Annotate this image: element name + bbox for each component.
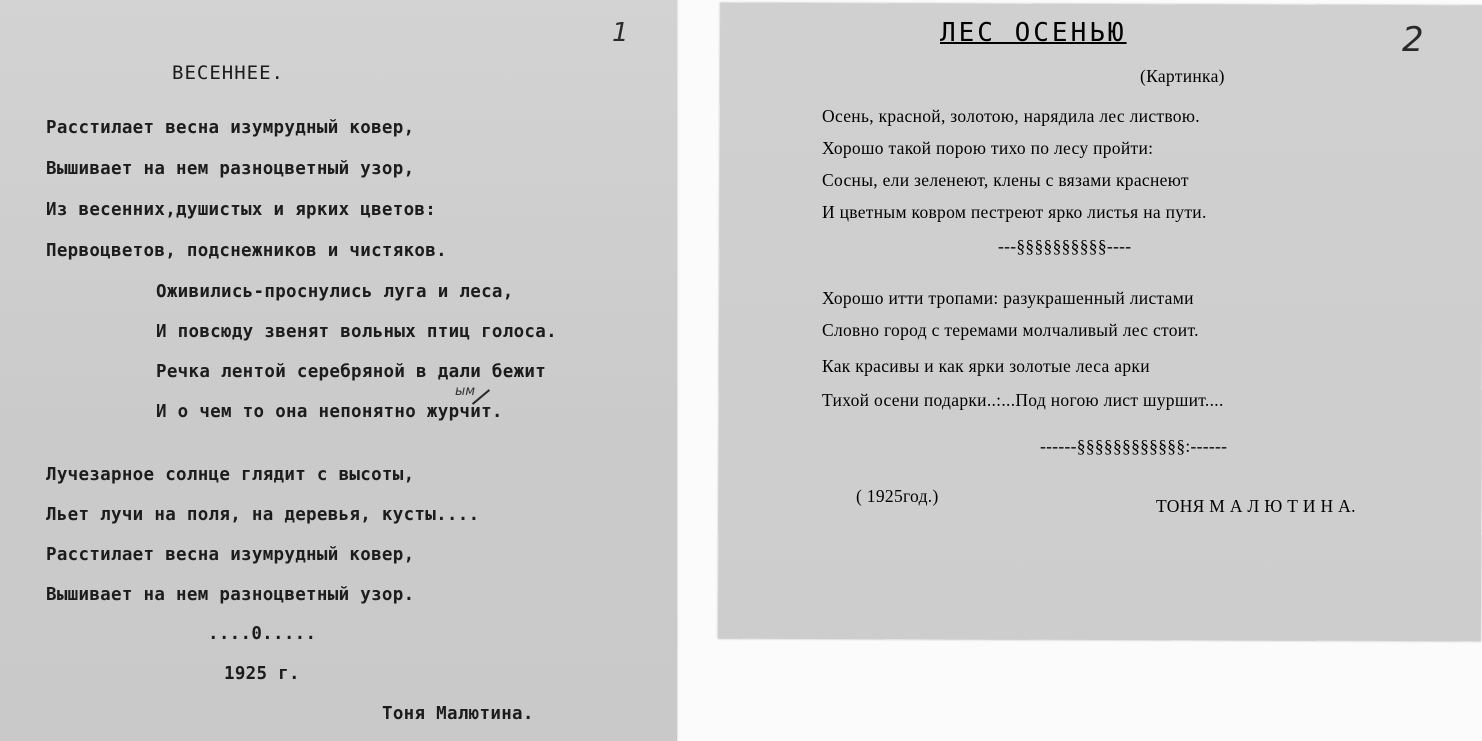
left-signature: Тоня Малютина. xyxy=(382,704,534,724)
right-separator-2: ------§§§§§§§§§§§§:------ xyxy=(1040,436,1228,456)
left-poem-line: Расстилает весна изумрудный ковер, xyxy=(46,118,415,138)
right-page-number: 2 xyxy=(1402,20,1424,60)
right-signature: ТОНЯ М А Л Ю Т И Н А. xyxy=(1156,496,1356,516)
left-poem-line: Вышивает на нем разноцветный узор, xyxy=(46,159,415,179)
left-poem-line: Из весенних,душистых и ярких цветов: xyxy=(46,200,437,220)
left-poem-line: Льет лучи на поля, на деревья, кусты.... xyxy=(46,505,480,525)
right-poem-title-text: ЛЕС ОСЕНЬЮ xyxy=(940,18,1127,48)
handwritten-correction: ым xyxy=(455,384,476,399)
left-poem-line: И о чем то она непонятно журчит. xyxy=(156,402,503,422)
left-poem-line: И повсюду звенят вольных птиц голоса. xyxy=(156,322,557,342)
right-poem-line: И цветным ковром пестреют ярко листья на пути. xyxy=(822,202,1207,222)
left-poem-line: Лучезарное солнце глядит с высоты, xyxy=(46,465,415,485)
right-poem-title xyxy=(940,18,1127,48)
left-poem-line: Оживились-проснулись луга и леса, xyxy=(156,282,514,302)
left-separator: ....0..... xyxy=(208,624,317,644)
right-poem-line: Словно город с теремами молчаливый лес стоит. xyxy=(822,320,1199,340)
right-date: ( 1925год.) xyxy=(856,486,939,506)
right-poem-line: Как красивы и как ярки золотые леса арки xyxy=(822,356,1150,376)
left-poem-line: Вышивает на нем разноцветный узор. xyxy=(46,585,415,605)
right-poem-line: Тихой осени подарки..:...Под ногою лист шуршит.... xyxy=(822,390,1224,410)
left-poem-line: Речка лентой серебряной в дали бежит xyxy=(156,362,547,382)
left-poem-line: Расстилает весна изумрудный ковер, xyxy=(46,545,415,565)
right-poem-line: Осень, красной, золотою, нарядила лес листвою. xyxy=(822,106,1200,126)
left-poem-title: ВЕСЕННЕЕ. xyxy=(172,62,284,84)
right-poem-line: Сосны, ели зеленеют, клены с вязами краснеют xyxy=(822,170,1189,190)
right-separator-1: ---§§§§§§§§§§---- xyxy=(998,236,1132,256)
right-poem-line: Хорошо итти тропами: разукрашенный листами xyxy=(822,288,1194,308)
left-date: 1925 г. xyxy=(224,664,300,684)
left-page xyxy=(0,0,677,741)
left-page-number: 1 xyxy=(612,18,629,48)
right-poem-line: Хорошо такой порою тихо по лесу пройти: xyxy=(822,138,1154,158)
left-poem-line: Первоцветов, подснежников и чистяков. xyxy=(46,241,447,261)
right-poem-subtitle: (Картинка) xyxy=(1140,66,1225,86)
